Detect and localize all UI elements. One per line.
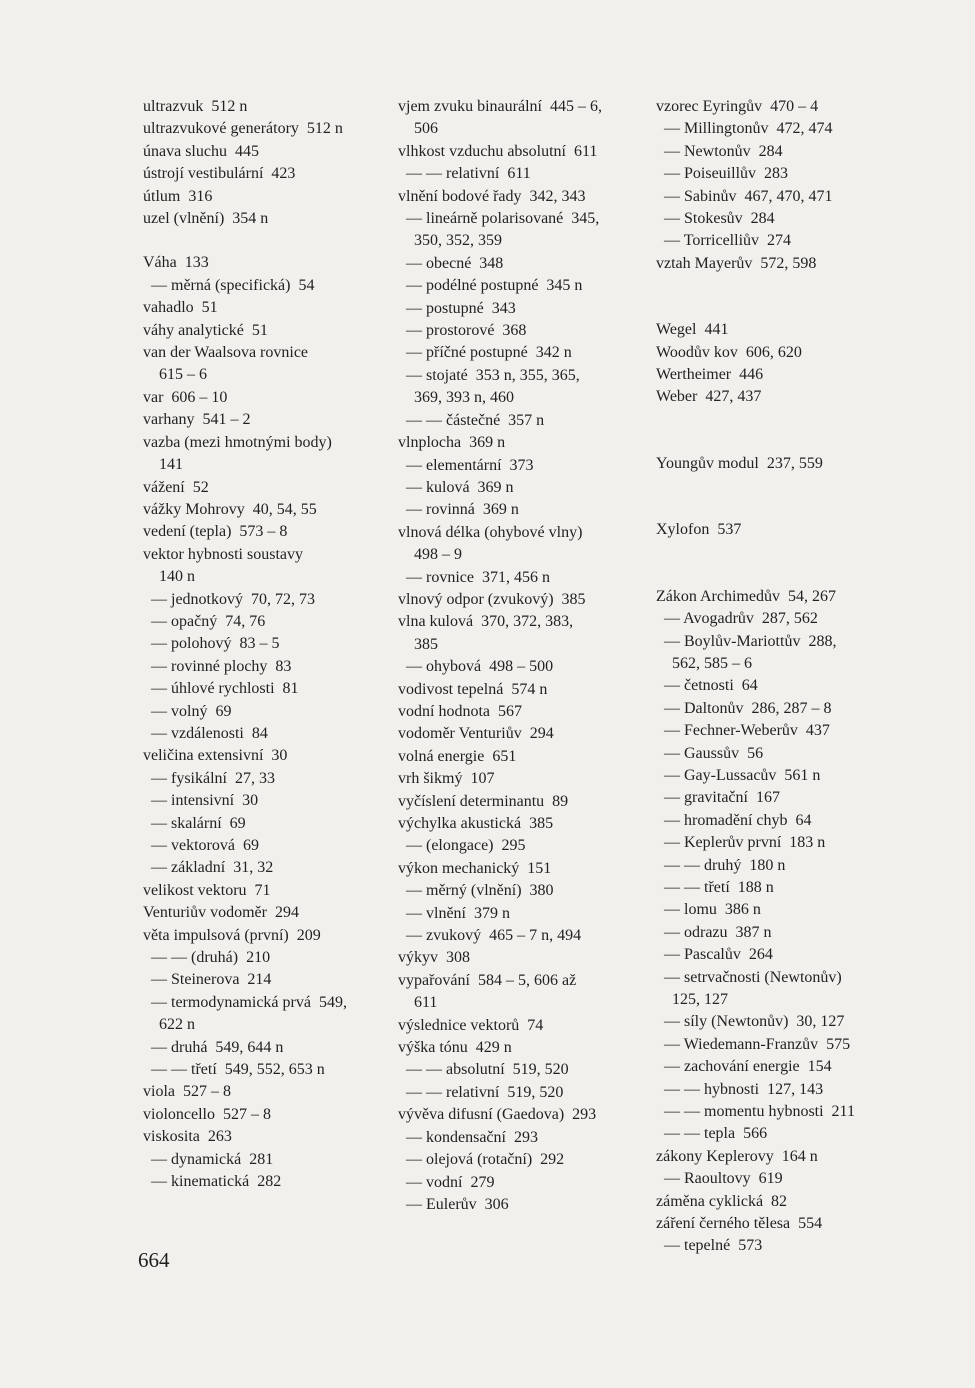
index-entry: — Fechner-Weberův 437 [656,722,830,740]
index-entry: vlnová délka (ohybové vlny) [398,523,583,541]
index-gap [656,409,896,431]
index-entry: vážení 52 [143,478,209,496]
index-entry: — — tepla 566 [656,1125,768,1143]
index-entry: vazba (mezi hmotnými body) [143,433,332,451]
index-gap [656,297,896,319]
index-entry: ústrojí vestibulární 423 [143,165,296,183]
index-entry: — — relativní 611 [398,165,531,183]
index-gap [656,431,896,453]
index-gap [656,564,896,586]
index-entry: 369, 393 n, 460 [398,389,514,407]
index-entry: — (elongace) 295 [398,837,526,855]
index-entry: — Stokesův 284 [656,210,775,228]
index-entry: záměna cyklická 82 [656,1192,788,1210]
index-entry: výchylka akustická 385 [398,815,554,832]
index-entry: — — druhý 180 n [656,856,786,874]
index-entry: výkon mechanický 151 [398,859,552,877]
index-entry: vjem zvuku binaurální 445 – 6, [398,98,602,115]
index-entry: Váha 133 [143,254,209,272]
index-entry: — Wiedemann-Franzův 575 [656,1035,851,1053]
index-entry: vedení (tepla) 573 – 8 [143,523,288,541]
index-entry: Wegel 441 [656,321,729,339]
index-entry: ultrazvuk 512 n [143,98,248,115]
index-entry: — Pascalův 264 [656,946,773,964]
index-entry: — Keplerův první 183 n [656,834,826,852]
index-entry: — fysikální 27, 33 [143,769,275,787]
index-entry: — olejová (rotační) 292 [398,1151,565,1169]
index-entry: výkyv 308 [398,949,470,967]
index-entry: — hromadění chyb 64 [656,811,812,829]
index-entry: 506 [398,120,438,138]
index-entry: vyčíslení determinantu 89 [398,792,569,810]
index-entry: vlnění bodové řady 342, 343 [398,187,586,205]
index-entry: — — (druhá) 210 [143,949,271,967]
index-entry: varhany 541 – 2 [143,411,251,429]
index-entry: 611 [398,994,438,1012]
index-entry: — postupné 343 [398,299,516,317]
index-entry: — lomu 386 n [656,901,761,919]
index-entry: — vektorová 69 [143,837,259,854]
index-entry: — prostorové 368 [398,322,527,340]
index-entry: Zákon Archimedův 54, 267 [656,587,836,605]
index-entry: — kondensační 293 [398,1128,538,1146]
index-entry: výslednice vektorů 74 [398,1016,544,1034]
index-entry: vodní hodnota 567 [398,702,522,720]
index-entry: vážky Mohrovy 40, 54, 55 [143,500,317,518]
index-entry: Weber 427, 437 [656,388,762,406]
index-entry: — četnosti 64 [656,677,758,695]
index-entry: — jednotkový 70, 72, 73 [143,590,315,608]
index-entry: — lineárně polarisované 345, [398,210,600,228]
index-column-2 [398,96,650,1216]
index-entry: — ohybová 498 – 500 [398,658,554,676]
index-entry: vodoměr Venturiův 294 [398,725,554,743]
index-entry: — vzdálenosti 84 [143,724,268,742]
page-number: 664 [138,1248,170,1272]
index-entry: — odrazu 387 n [656,923,772,941]
index-entry: — Steinerova 214 [143,971,272,989]
index-entry: — Daltonův 286, 287 – 8 [656,699,832,717]
index-entry: — Poiseuillův 283 [656,165,789,183]
index-entry: — gravitační 167 [656,789,780,807]
index-entry: — měrný (vlnění) 380 [398,882,554,900]
index-entry: — Avogadrův 287, 562 [656,610,818,628]
index-entry: — síly (Newtonův) 30, 127 [656,1013,845,1031]
index-entry: — rovinná 369 n [398,501,519,519]
index-entry: van der Waalsova rovnice [143,344,309,362]
index-entry: vývěva difusní (Gaedova) 293 [398,1106,597,1124]
index-entry: — druhá 549, 644 n [143,1038,284,1056]
index-entry: — příčné postupné 342 n [398,344,572,362]
index-gap [656,542,896,564]
index-entry: vlnový odpor (zvukový) 385 [398,590,586,608]
index-entry: záření černého tělesa 554 [656,1215,823,1233]
index-column-3 [656,96,896,1258]
index-entry: Woodův kov 606, 620 [656,343,802,361]
index-entry: — zvukový 465 – 7 n, 494 [398,927,582,945]
index-entry: — termodynamická prvá 549, [143,993,347,1011]
index-entry: — Gay-Lussacův 561 n [656,766,821,784]
index-gap [656,497,896,519]
index-entry: — kinematická 282 [143,1173,282,1191]
index-entry: 498 – 9 [398,546,462,564]
index-entry: — volný 69 [143,702,232,720]
index-entry: — základní 31, 32 [143,859,274,877]
index-entry: vodivost tepelná 574 n [398,680,548,698]
index-entry: — vlnění 379 n [398,904,510,922]
index-entry: — tepelné 573 [656,1237,763,1255]
index-entry: — Sabinův 467, 470, 471 [656,187,833,205]
index-entry: vahadlo 51 [143,299,218,317]
index-entry: vektor hybnosti soustavy [143,545,303,563]
index-entry: — — momentu hybnosti 211 [656,1103,855,1121]
index-entry: uzel (vlnění) 354 n [143,210,269,228]
index-entry: — intensivní 30 [143,792,259,810]
index-entry: Youngův modul 237, 559 [656,454,823,472]
index-entry: váhy analytické 51 [143,321,268,339]
index-entry: útlum 316 [143,187,213,205]
index-entry: — Millingtonův 472, 474 [656,120,833,138]
index-entry: volná energie 651 [398,747,517,765]
index-entry: ultrazvukové generátory 512 n [143,120,343,138]
index-entry: vypařování 584 – 5, 606 až [398,971,577,989]
index-entry: 622 n [143,1016,195,1034]
index-entry: únava sluchu 445 [143,142,259,160]
index-entry: — kulová 369 n [398,478,514,496]
index-entry: — elementární 373 [398,456,534,474]
index-entry: — rovnice 371, 456 n [398,568,550,586]
index-gap [656,475,896,497]
index-entry: var 606 – 10 [143,388,228,406]
index-entry: viola 527 – 8 [143,1083,231,1101]
index-entry: — Raoultovy 619 [656,1170,783,1188]
index-entry: — — částečné 357 n [398,411,545,429]
index-entry: vzorec Eyringův 470 – 4 [656,98,819,115]
index-entry: — — absolutní 519, 520 [398,1061,569,1079]
index-entry: — Torricelliův 274 [656,232,792,250]
index-entry: Wertheimer 446 [656,366,764,384]
index-entry: — měrná (specifická) 54 [143,276,315,294]
index-entry: — obecné 348 [398,254,504,272]
index-entry: — — třetí 188 n [656,878,774,896]
index-gap [656,275,896,297]
index-entry: 350, 352, 359 [398,232,502,250]
index-entry: — stojaté 353 n, 355, 365, [398,366,580,384]
index-entry: — Eulerův 306 [398,1195,509,1213]
index-gap [143,230,393,252]
index-entry: 125, 127 [656,991,728,1008]
index-entry: — dynamická 281 [143,1150,274,1168]
index-entry: — rovinné plochy 83 [143,657,292,675]
index-entry: 615 – 6 [143,366,207,384]
index-entry: — zachování energie 154 [656,1058,832,1076]
index-entry: — polohový 83 – 5 [143,635,280,653]
index-entry: vztah Mayerův 572, 598 [656,254,817,272]
index-entry: — Gaussův 56 [656,744,764,762]
index-entry: — podélné postupné 345 n [398,277,583,295]
index-entry: Venturiův vodoměr 294 [143,904,299,922]
index-entry: — setrvačnosti (Newtonův) [656,968,842,986]
index-entry: vlna kulová 370, 372, 383, [398,613,574,631]
index-entry: — — relativní 519, 520 [398,1083,564,1101]
index-entry: — vodní 279 [398,1173,495,1191]
index-entry: — opačný 74, 76 [143,612,266,630]
index-entry: veličina extensivní 30 [143,747,288,765]
index-entry: vlnplocha 369 n [398,434,506,452]
index-entry: věta impulsová (první) 209 [143,926,321,944]
index-entry: violoncello 527 – 8 [143,1105,271,1123]
index-entry: — — hybnosti 127, 143 [656,1080,824,1098]
index-entry: velikost vektoru 71 [143,881,271,899]
index-entry: — Boylův-Mariottův 288, [656,632,837,650]
index-entry: — — třetí 549, 552, 653 n [143,1061,325,1079]
index-entry: vlhkost vzduchu absolutní 611 [398,142,598,160]
index-entry: 385 [398,635,438,653]
index-column-1 [143,96,393,1194]
index-entry: 140 n [143,568,195,586]
index-entry: zákony Keplerovy 164 n [656,1147,818,1165]
index-entry: výška tónu 429 n [398,1039,512,1057]
index-entry: vrh šikmý 107 [398,770,495,788]
index-entry: Xylofon 537 [656,521,742,539]
index-entry: — úhlové rychlosti 81 [143,680,299,698]
index-entry: — skalární 69 [143,814,246,832]
index-entry: 562, 585 – 6 [656,654,752,672]
index-entry: — Newtonův 284 [656,142,783,160]
index-entry: viskosita 263 [143,1128,232,1146]
index-entry: 141 [143,456,183,474]
